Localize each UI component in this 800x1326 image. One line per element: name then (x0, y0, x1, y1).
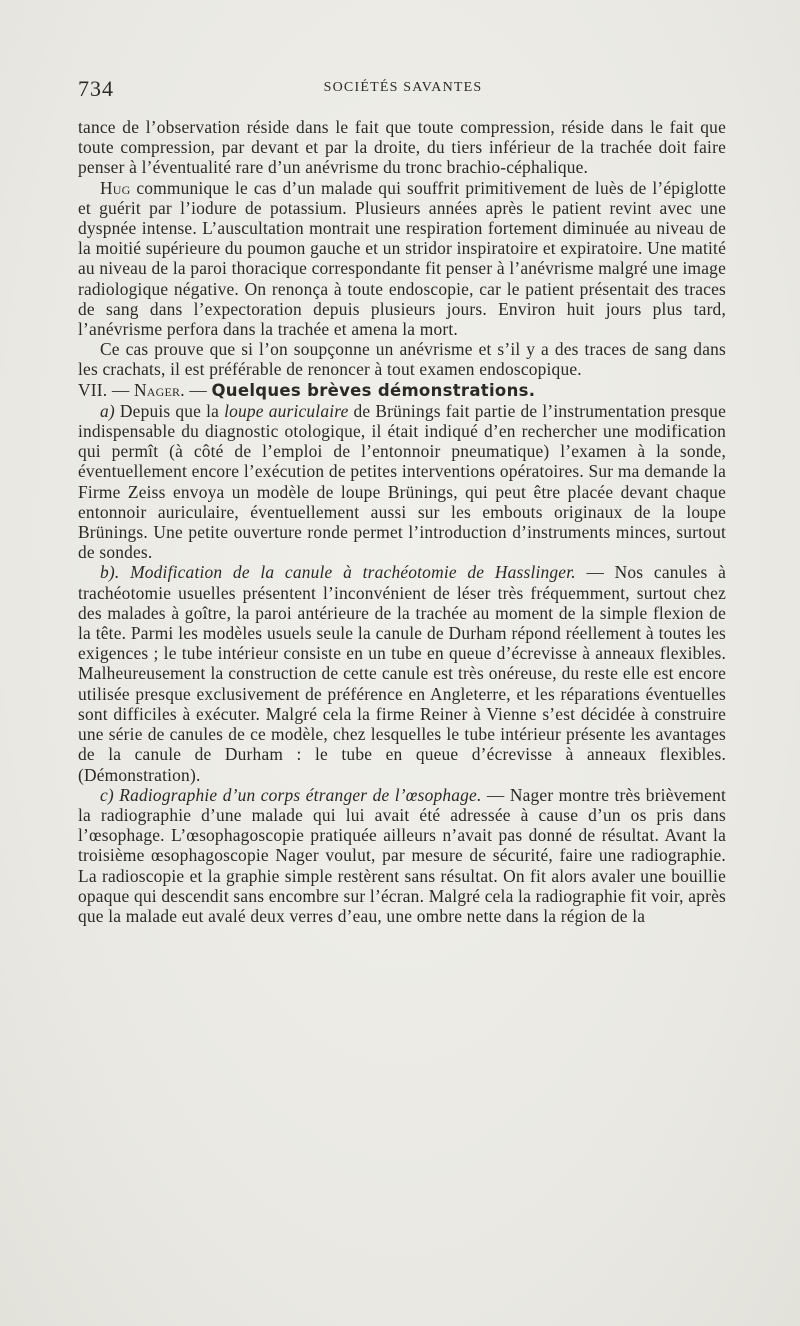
page-header (78, 76, 728, 100)
paragraph-continuation: tance de l’observation réside dans le fait que toute compression, réside dans le fait que toute compression, par devant et par la droite, du tiers inférieur de la trachée doit faire penser à l’éventualité rare d’un anévrisme du tronc brachio-céphalique. (78, 117, 726, 178)
page-number: 734 (78, 76, 114, 101)
paragraph-c-italic: Radiographie d’un corps étranger de l’œsophage. (113, 784, 482, 805)
body-text (78, 117, 726, 926)
paragraph-hug-text: communique le cas d’un malade qui souffrit primitivement de luès de l’épiglotte et guérit par l’iodure de potassium. Plusieurs années après le patient revint avec une dyspnée intense. L’auscultation montrait une respiration fortement diminuée au niveau de la moitié supérieure du poumon gauche et un stridor inspiratoire et expiratoire. Une matité au niveau de la paroi thoracique correspondante fit penser à l’anévrisme malgré une image radiologique négative. On renonça à toute endoscopie, car le patient présentait des traces de sang dans l’expectoration depuis plusieurs jours. Environ huit jours plus tard, l’anévrisme perfora dans la trachée et amena la mort. (78, 177, 726, 340)
paragraph-a (78, 401, 726, 563)
paragraph-conclusion: Ce cas prouve que si l’on soupçonne un anévrisme et s’il y a des traces de sang dans les crachats, il est préférable de renoncer à tout examen endoscopique. (78, 339, 726, 380)
paragraph-c-label: c) (100, 784, 114, 805)
paragraph-a-lead: Depuis que la (114, 400, 225, 421)
running-head: SOCIÉTÉS SAVANTES (323, 80, 483, 95)
paragraph-c (78, 785, 726, 926)
section-author: Nager (133, 379, 181, 400)
paragraph-b (78, 562, 726, 784)
paragraph-c-text: — Nager montre très brièvement la radiographie d’une malade qui lui avait été adressée à cause d’un os pris dans l’œsophage. L’œsophagoscopie pratiquée ailleurs n’avait pas donné de résultat. Avant la troisième œsophagoscopie Nager voulut, par mesure de sécurité, faire une radiographie. La radioscopie et la graphie simple restèrent sans résultat. On fit alors avaler une bouillie opaque qui descendit sans encombre sur l’écran. Malgré cela la radiographie fit voir, après que la malade eut avalé deux verres d’eau, une ombre nette dans la région de la (78, 784, 727, 926)
section-dash: . — (180, 379, 212, 400)
paragraph-b-label: b). (100, 562, 120, 583)
section-heading (78, 380, 726, 401)
section-title: Quelques brèves démonstrations. (211, 380, 536, 400)
section-numeral: VII. — (78, 379, 134, 400)
paragraph-a-italic: loupe auriculaire (224, 400, 349, 421)
paragraph-a-text: de Brünings fait partie de l’instrumentation presque indispensable du diagnostic otologique, il était indiqué d’en rechercher une modification qui permît (à côté de l’emploi de l’entonnoir pneumatique) l’examen à la sonde, éventuellement encore l’exécution de petites interventions opératoires. Sur ma demande la Firme Zeiss envoya un modèle de loupe Brünings, qui peut être placée devant chaque entonnoir auriculaire, éventuellement aussi sur les embouts originaux de la loupe Brünings. Une petite ouverture ronde permet l’introduction d’instruments minces, surtout de sondes. (78, 400, 726, 563)
paragraph-a-label: a) (100, 400, 115, 421)
paragraph-b-italic: Modification de la canule à trachéotomie de Hasslinger. (119, 562, 576, 583)
paragraph-b-text: — Nos canules à trachéotomie usuelles présentent l’inconvénient de léser très fréquemment, surtout chez des malades à goître, la paroi antérieure de la trachée au moment de la simple flexion de la tête. Parmi les modèles usuels seule la canule de Durham répond réellement à toutes les exigences ; le tube intérieur consiste en un tube en queue d’écrevisse à anneaux flexibles. Malheureusement la construction de cette canule est très onéreuse, du reste elle est encore utilisée presque exclusivement de préférence en Angleterre, et les réparations éventuelles sont difficiles à exécuter. Malgré cela la firme Reiner à Vienne s’est décidée à construire une série de canules de ce modèle, chez lesquelles le tube intérieur présente les avantages de la canule de Durham : le tube en queue d’écrevisse à anneaux flexibles. (Démonstration). (78, 562, 726, 785)
author-hug: Hug (100, 177, 131, 198)
paragraph-hug (78, 178, 726, 340)
